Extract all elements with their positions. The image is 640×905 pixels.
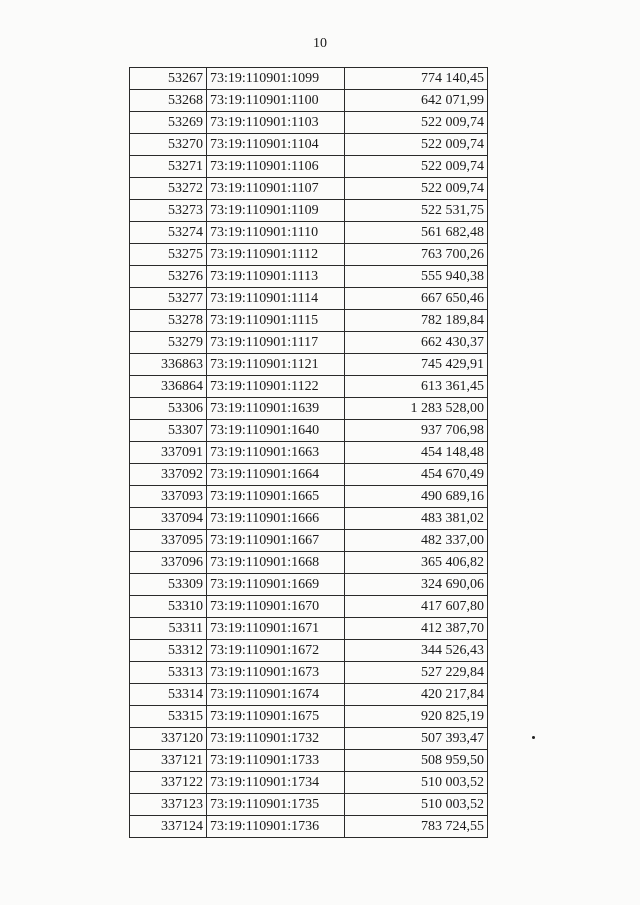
cadastral-number-cell: 73:19:110901:1735 (207, 794, 345, 816)
cadastral-value-cell: 482 337,00 (345, 530, 488, 552)
row-id-cell: 337091 (130, 442, 207, 464)
cadastral-number-cell: 73:19:110901:1112 (207, 244, 345, 266)
cadastral-number-cell: 73:19:110901:1733 (207, 750, 345, 772)
table-row (130, 310, 488, 332)
cadastral-number-cell: 73:19:110901:1115 (207, 310, 345, 332)
row-id-cell: 337095 (130, 530, 207, 552)
table-row (130, 552, 488, 574)
cadastral-value-cell: 420 217,84 (345, 684, 488, 706)
row-id-cell: 53307 (130, 420, 207, 442)
row-id-cell: 337122 (130, 772, 207, 794)
row-id-cell: 53312 (130, 640, 207, 662)
cadastral-number-cell: 73:19:110901:1674 (207, 684, 345, 706)
table-row (130, 332, 488, 354)
row-id-cell: 53273 (130, 200, 207, 222)
table-row (130, 750, 488, 772)
row-id-cell: 53274 (130, 222, 207, 244)
cadastral-number-cell: 73:19:110901:1673 (207, 662, 345, 684)
table-row (130, 574, 488, 596)
table-row (130, 288, 488, 310)
table-row (130, 266, 488, 288)
cadastral-value-cell: 937 706,98 (345, 420, 488, 442)
table-row (130, 420, 488, 442)
cadastral-value-cell: 555 940,38 (345, 266, 488, 288)
cadastral-number-cell: 73:19:110901:1664 (207, 464, 345, 486)
table-row (130, 156, 488, 178)
table-body (130, 68, 488, 838)
cadastral-value-cell: 507 393,47 (345, 728, 488, 750)
cadastral-value-cell: 613 361,45 (345, 376, 488, 398)
cadastral-value-cell: 324 690,06 (345, 574, 488, 596)
table-row (130, 134, 488, 156)
table-row (130, 244, 488, 266)
row-id-cell: 53311 (130, 618, 207, 640)
table-row (130, 662, 488, 684)
table-row (130, 178, 488, 200)
cadastral-value-cell: 782 189,84 (345, 310, 488, 332)
cadastral-number-cell: 73:19:110901:1122 (207, 376, 345, 398)
cadastral-number-cell: 73:19:110901:1104 (207, 134, 345, 156)
row-id-cell: 336864 (130, 376, 207, 398)
row-id-cell: 53277 (130, 288, 207, 310)
row-id-cell: 337092 (130, 464, 207, 486)
table-row (130, 200, 488, 222)
row-id-cell: 53267 (130, 68, 207, 90)
row-id-cell: 53275 (130, 244, 207, 266)
row-id-cell: 53315 (130, 706, 207, 728)
cadastral-value-cell: 527 229,84 (345, 662, 488, 684)
cadastral-value-cell: 417 607,80 (345, 596, 488, 618)
row-id-cell: 53271 (130, 156, 207, 178)
cadastral-value-cell: 412 387,70 (345, 618, 488, 640)
cadastral-number-cell: 73:19:110901:1667 (207, 530, 345, 552)
cadastral-value-cell: 508 959,50 (345, 750, 488, 772)
row-id-cell: 337120 (130, 728, 207, 750)
cadastral-value-cell: 454 148,48 (345, 442, 488, 464)
cadastral-value-cell: 522 009,74 (345, 156, 488, 178)
table-row (130, 794, 488, 816)
cadastral-value-cell: 763 700,26 (345, 244, 488, 266)
cadastral-value-cell: 667 650,46 (345, 288, 488, 310)
row-id-cell: 337096 (130, 552, 207, 574)
cadastral-number-cell: 73:19:110901:1732 (207, 728, 345, 750)
cadastral-number-cell: 73:19:110901:1675 (207, 706, 345, 728)
table-row (130, 640, 488, 662)
cadastral-value-cell: 642 071,99 (345, 90, 488, 112)
cadastral-value-cell: 662 430,37 (345, 332, 488, 354)
row-id-cell: 53310 (130, 596, 207, 618)
table-row (130, 706, 488, 728)
cadastral-value-cell: 774 140,45 (345, 68, 488, 90)
cadastral-number-cell: 73:19:110901:1669 (207, 574, 345, 596)
cadastral-value-cell: 344 526,43 (345, 640, 488, 662)
cadastral-value-cell: 522 531,75 (345, 200, 488, 222)
row-id-cell: 53314 (130, 684, 207, 706)
page-number: 10 (313, 36, 327, 51)
row-id-cell: 53278 (130, 310, 207, 332)
table-row (130, 508, 488, 530)
cadastral-value-cell: 783 724,55 (345, 816, 488, 838)
row-id-cell: 53276 (130, 266, 207, 288)
table-row (130, 90, 488, 112)
cadastral-number-cell: 73:19:110901:1734 (207, 772, 345, 794)
cadastral-number-cell: 73:19:110901:1109 (207, 200, 345, 222)
cadastral-value-cell: 365 406,82 (345, 552, 488, 574)
cadastral-value-cell: 490 689,16 (345, 486, 488, 508)
row-id-cell: 53272 (130, 178, 207, 200)
table-row (130, 68, 488, 90)
row-id-cell: 53269 (130, 112, 207, 134)
table-row (130, 442, 488, 464)
scan-speck (532, 736, 535, 739)
cadastral-value-cell: 920 825,19 (345, 706, 488, 728)
row-id-cell: 337124 (130, 816, 207, 838)
table-row (130, 530, 488, 552)
cadastral-value-cell: 454 670,49 (345, 464, 488, 486)
row-id-cell: 337123 (130, 794, 207, 816)
table-row (130, 728, 488, 750)
cadastral-number-cell: 73:19:110901:1107 (207, 178, 345, 200)
cadastral-value-cell: 522 009,74 (345, 178, 488, 200)
row-id-cell: 337094 (130, 508, 207, 530)
cadastral-number-cell: 73:19:110901:1670 (207, 596, 345, 618)
table-row (130, 618, 488, 640)
row-id-cell: 337121 (130, 750, 207, 772)
cadastral-number-cell: 73:19:110901:1640 (207, 420, 345, 442)
row-id-cell: 53268 (130, 90, 207, 112)
cadastral-number-cell: 73:19:110901:1113 (207, 266, 345, 288)
row-id-cell: 53270 (130, 134, 207, 156)
cadastral-value-cell: 510 003,52 (345, 794, 488, 816)
cadastral-number-cell: 73:19:110901:1114 (207, 288, 345, 310)
table-row (130, 112, 488, 134)
cadastral-number-cell: 73:19:110901:1100 (207, 90, 345, 112)
table-row (130, 222, 488, 244)
cadastral-number-cell: 73:19:110901:1663 (207, 442, 345, 464)
table-row (130, 684, 488, 706)
cadastral-value-table (129, 67, 488, 838)
cadastral-value-cell: 1 283 528,00 (345, 398, 488, 420)
row-id-cell: 337093 (130, 486, 207, 508)
cadastral-number-cell: 73:19:110901:1736 (207, 816, 345, 838)
cadastral-number-cell: 73:19:110901:1666 (207, 508, 345, 530)
cadastral-number-cell: 73:19:110901:1117 (207, 332, 345, 354)
cadastral-number-cell: 73:19:110901:1099 (207, 68, 345, 90)
row-id-cell: 53279 (130, 332, 207, 354)
row-id-cell: 53306 (130, 398, 207, 420)
cadastral-value-cell: 522 009,74 (345, 134, 488, 156)
cadastral-number-cell: 73:19:110901:1665 (207, 486, 345, 508)
cadastral-value-cell: 483 381,02 (345, 508, 488, 530)
table-row (130, 596, 488, 618)
row-id-cell: 336863 (130, 354, 207, 376)
table-row (130, 486, 488, 508)
table-row (130, 354, 488, 376)
cadastral-number-cell: 73:19:110901:1672 (207, 640, 345, 662)
table-row (130, 464, 488, 486)
cadastral-number-cell: 73:19:110901:1110 (207, 222, 345, 244)
table-row (130, 816, 488, 838)
row-id-cell: 53313 (130, 662, 207, 684)
row-id-cell: 53309 (130, 574, 207, 596)
table-row (130, 772, 488, 794)
cadastral-number-cell: 73:19:110901:1639 (207, 398, 345, 420)
cadastral-number-cell: 73:19:110901:1671 (207, 618, 345, 640)
cadastral-number-cell: 73:19:110901:1103 (207, 112, 345, 134)
cadastral-value-cell: 522 009,74 (345, 112, 488, 134)
cadastral-number-cell: 73:19:110901:1121 (207, 354, 345, 376)
cadastral-value-cell: 510 003,52 (345, 772, 488, 794)
cadastral-number-cell: 73:19:110901:1106 (207, 156, 345, 178)
table-row (130, 376, 488, 398)
table-row (130, 398, 488, 420)
cadastral-value-cell: 745 429,91 (345, 354, 488, 376)
cadastral-number-cell: 73:19:110901:1668 (207, 552, 345, 574)
cadastral-value-cell: 561 682,48 (345, 222, 488, 244)
